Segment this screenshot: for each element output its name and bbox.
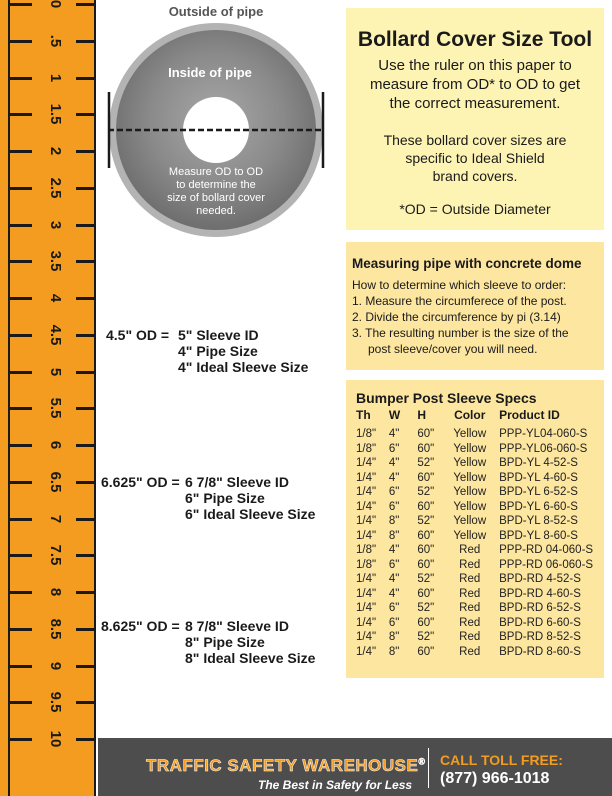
ruler-tick <box>76 113 94 116</box>
ruler-tick <box>10 518 32 521</box>
dome-title: Measuring pipe with concrete dome <box>352 256 582 271</box>
ruler-tick <box>76 77 94 80</box>
table-cell: 60" <box>417 558 435 571</box>
table-cell: 1/4" <box>356 587 377 600</box>
table-row <box>356 572 604 587</box>
ruler-label: 4.5 <box>47 324 64 346</box>
ruler-edge-line <box>8 0 10 796</box>
table-cell: Yellow <box>453 471 487 484</box>
table-cell: 60" <box>417 645 435 658</box>
table-cell: 1/4" <box>356 529 377 542</box>
ruler-tick <box>76 3 94 6</box>
table-cell: 4" <box>388 457 400 469</box>
call-toll-free-label: CALL TOLL FREE: <box>440 752 563 768</box>
ruler-tick <box>10 77 32 80</box>
table-row <box>356 616 604 631</box>
instruction-line: the correct measurement. <box>389 95 561 112</box>
ruler-label: 3.5 <box>47 250 64 272</box>
table-row <box>356 485 604 500</box>
table-cell: 4" <box>388 428 400 440</box>
measure-note-line-2: to determine the <box>176 179 256 191</box>
od-value: 6.625" OD = <box>101 474 180 490</box>
table-cell: 8" <box>388 515 400 527</box>
table-cell: 8" <box>388 529 400 542</box>
table-cell: 6" <box>388 616 400 629</box>
ruler-label: 7 <box>47 514 64 523</box>
table-cell: 6" <box>388 442 400 455</box>
outside-of-pipe-label: Outside of pipe <box>168 4 264 19</box>
ruler-tick <box>76 738 94 741</box>
table-cell: Red <box>459 544 481 556</box>
table-row <box>356 471 604 486</box>
ruler-tick <box>76 628 94 631</box>
pipe-diagram <box>96 0 336 240</box>
od-value: 4.5" OD = <box>106 327 170 343</box>
specs-header-row <box>356 407 604 427</box>
brand-name: TRAFFIC SAFETY WAREHOUSE <box>146 756 419 775</box>
ruler-tick <box>76 665 94 668</box>
pipe-cross-section <box>96 0 336 240</box>
ruler-tick <box>10 665 32 668</box>
table-cell: 6" <box>388 558 400 571</box>
ruler-tick <box>10 444 32 447</box>
ruler-tick <box>10 701 32 704</box>
ideal-sleeve-size: 4" Ideal Sleeve Size <box>178 359 309 375</box>
header-product-id: Product ID <box>499 408 560 422</box>
ruler-tick <box>10 554 32 557</box>
od-value: 8.625" OD = <box>101 618 180 634</box>
table-cell: PPP-YL04-060-S <box>499 428 588 440</box>
dome-step-3-cont: post sleeve/cover you will need. <box>368 342 538 356</box>
table-cell: 60" <box>417 471 435 484</box>
ruler-label: 1.5 <box>47 103 64 125</box>
header-color: Color <box>454 408 486 422</box>
table-cell: 1/8" <box>356 428 377 440</box>
sleeve-id: 6 7/8" Sleeve ID <box>185 474 289 490</box>
pipe-size: 6" Pipe Size <box>185 490 265 506</box>
ruler-tick <box>76 481 94 484</box>
ruler-tick <box>76 40 94 43</box>
table-cell: 60" <box>417 587 435 600</box>
sleeve-id: 5" Sleeve ID <box>178 327 259 343</box>
ruler-label: 6 <box>47 440 64 450</box>
table-cell: BPD-YL 6-60-S <box>499 500 578 513</box>
table-cell: 1/4" <box>356 631 377 643</box>
footer-banner <box>98 738 612 796</box>
table-cell: PPP-RD 06-060-S <box>499 558 594 571</box>
table-cell: 1/4" <box>356 486 377 498</box>
table-cell: BPD-RD 4-52-S <box>499 573 581 585</box>
table-cell: Red <box>459 631 481 643</box>
table-cell: 1/8" <box>356 544 377 556</box>
sleeve-specs-box <box>346 380 604 678</box>
instruction-line: measure from OD* to OD to get <box>369 76 581 93</box>
table-cell: PPP-RD 04-060-S <box>499 544 594 556</box>
measure-note-line-4: needed. <box>196 205 236 217</box>
ruler-label: 0 <box>47 0 64 9</box>
ruler-tick <box>10 150 32 153</box>
table-row <box>356 529 604 544</box>
table-cell: 4" <box>388 587 400 600</box>
brand-logo[interactable] <box>146 756 426 776</box>
dome-step-3: 3. The resulting number is the size of the <box>352 326 569 340</box>
ruler-tick <box>76 407 94 410</box>
ideal-sleeve-size: 8" Ideal Sleeve Size <box>185 650 316 666</box>
table-cell: 1/4" <box>356 616 377 629</box>
table-row <box>356 601 604 616</box>
table-cell: Red <box>459 602 481 614</box>
table-cell: Red <box>459 558 481 571</box>
table-cell: Yellow <box>453 442 487 455</box>
table-cell: 1/4" <box>356 573 377 585</box>
ruler-tick <box>76 297 94 300</box>
table-cell: Yellow <box>453 428 487 440</box>
pipe-size: 8" Pipe Size <box>185 634 265 650</box>
table-cell: 1/4" <box>356 602 377 614</box>
ruler-tick <box>10 297 32 300</box>
ruler-tick <box>10 591 32 594</box>
table-cell: 1/8" <box>356 442 377 455</box>
table-row <box>356 630 604 645</box>
header-width: W <box>388 408 401 422</box>
ruler-label: 5.5 <box>47 397 64 419</box>
dome-intro: How to determine which sleeve to order: <box>352 278 567 292</box>
concrete-dome-box <box>346 242 604 370</box>
ruler-tick <box>10 3 32 6</box>
table-cell: 60" <box>417 529 435 542</box>
brand-note <box>346 131 604 185</box>
ruler-tick <box>10 628 32 631</box>
table-cell: 60" <box>417 544 435 556</box>
ruler-tick <box>76 224 94 227</box>
table-cell: BPD-RD 8-52-S <box>499 631 581 643</box>
table-row <box>356 514 604 529</box>
ruler-label: 9 <box>47 661 64 670</box>
table-cell: Yellow <box>453 500 487 513</box>
table-cell: 8" <box>388 631 400 643</box>
ruler-label: 8.5 <box>47 618 64 640</box>
header-thickness: Th <box>356 408 371 422</box>
table-cell: 60" <box>417 500 435 513</box>
table-cell: Yellow <box>453 486 487 498</box>
table-cell: 52" <box>417 515 435 527</box>
table-cell: 1/8" <box>356 558 377 571</box>
table-cell: 1/4" <box>356 471 377 484</box>
table-row <box>356 442 604 457</box>
table-cell: Red <box>459 616 481 629</box>
ruler-tick <box>76 444 94 447</box>
ruler-tick <box>10 224 32 227</box>
table-cell: 6" <box>388 486 400 498</box>
ruler-tick <box>10 260 32 263</box>
ruler-tick <box>76 554 94 557</box>
note-line: specific to Ideal Shield <box>405 150 545 166</box>
table-cell: 52" <box>417 457 435 469</box>
table-cell: 1/4" <box>356 515 377 527</box>
table-cell: BPD-RD 8-60-S <box>499 645 581 658</box>
ruler-label: 4 <box>47 293 64 303</box>
table-row <box>356 587 604 602</box>
registered-mark: ® <box>418 756 426 767</box>
table-row <box>356 500 604 515</box>
footer-divider <box>428 748 429 788</box>
ideal-sleeve-size: 6" Ideal Sleeve Size <box>185 506 316 522</box>
tool-info-callout <box>346 8 604 230</box>
ruler-tick <box>76 701 94 704</box>
table-cell: 8" <box>388 645 400 658</box>
table-row <box>356 427 604 442</box>
od-group-4-5 <box>106 327 308 375</box>
header-height: H <box>417 408 427 422</box>
table-cell: 1/4" <box>356 457 377 469</box>
note-line: These bollard cover sizes are <box>383 132 567 148</box>
table-cell: 52" <box>417 631 435 643</box>
ruler-label: 8 <box>47 587 64 597</box>
table-cell: BPD-YL 8-52-S <box>499 515 578 527</box>
table-row <box>356 645 604 660</box>
dome-step-2: 2. Divide the circumference by pi (3.14) <box>352 310 561 324</box>
table-cell: 60" <box>417 428 435 440</box>
tool-title: Bollard Cover Size Tool <box>357 28 593 51</box>
table-cell: Yellow <box>453 457 487 469</box>
ruler-tick <box>10 481 32 484</box>
table-cell: BPD-RD 4-60-S <box>499 587 581 600</box>
ruler-tick <box>76 187 94 190</box>
ruler-tick <box>10 371 32 374</box>
instruction-line: Use the ruler on this paper to <box>378 57 572 74</box>
ruler-tick <box>76 260 94 263</box>
table-cell: 4" <box>388 573 400 585</box>
table-cell: 4" <box>388 544 400 556</box>
od-group-8-625 <box>101 618 315 666</box>
ruler-label: 5 <box>47 367 64 376</box>
ruler-tick <box>10 187 32 190</box>
table-cell: BPD-YL 8-60-S <box>499 529 578 542</box>
ruler-tick <box>76 371 94 374</box>
sleeve-id: 8 7/8" Sleeve ID <box>185 618 289 634</box>
ruler-tick <box>10 113 32 116</box>
pipe-size: 4" Pipe Size <box>178 343 258 359</box>
table-cell: PPP-YL06-060-S <box>499 442 588 455</box>
inside-of-pipe-label: Inside of pipe <box>168 65 252 80</box>
ruler-tick <box>76 334 94 337</box>
ruler-label: 1 <box>47 73 64 82</box>
phone-number-link[interactable]: (877) 966-1018 <box>440 770 550 787</box>
specs-table <box>356 407 604 659</box>
table-cell: BPD-YL 4-60-S <box>499 471 578 484</box>
table-cell: 4" <box>388 471 400 484</box>
table-row <box>356 543 604 558</box>
ruler-tick <box>10 738 32 741</box>
table-cell: 6" <box>388 602 400 614</box>
table-row <box>356 558 604 573</box>
specs-title: Bumper Post Sleeve Specs <box>356 390 537 406</box>
table-cell: 6" <box>388 500 400 513</box>
ruler-label: 6.5 <box>47 471 64 493</box>
table-cell: BPD-RD 6-60-S <box>499 616 581 629</box>
table-cell: 52" <box>417 573 435 585</box>
ruler-tick <box>10 407 32 410</box>
ruler-tick <box>76 591 94 594</box>
table-cell: Red <box>459 645 481 658</box>
ruler-label: 10 <box>47 730 64 748</box>
ruler-tick <box>10 40 32 43</box>
table-cell: BPD-YL 4-52-S <box>499 457 578 469</box>
ruler-instructions <box>346 56 604 113</box>
ruler-label: 2.5 <box>47 177 64 199</box>
table-cell: Yellow <box>453 529 487 542</box>
table-cell: 1/4" <box>356 645 377 658</box>
ruler-tick <box>76 150 94 153</box>
table-cell: 60" <box>417 616 435 629</box>
ruler-tick <box>76 518 94 521</box>
table-cell: 60" <box>417 442 435 455</box>
measure-note-line-1: Measure OD to OD <box>168 166 264 178</box>
table-row <box>356 456 604 471</box>
measure-note-line-3: size of bollard cover <box>167 192 265 204</box>
table-cell: Red <box>459 573 481 585</box>
ruler-label: .5 <box>47 34 64 47</box>
brand-tagline: The Best in Safety for Less <box>258 778 413 792</box>
ruler-tick <box>10 334 32 337</box>
note-line: brand covers. <box>432 168 518 184</box>
table-cell: 52" <box>417 602 435 614</box>
od-definition: *OD = Outside Diameter <box>399 201 551 217</box>
ruler-label: 7.5 <box>47 544 64 566</box>
ruler <box>0 0 96 796</box>
ruler-label: 3 <box>47 220 64 229</box>
table-cell: 1/4" <box>356 500 377 513</box>
dome-step-1: 1. Measure the circumferece of the post. <box>352 294 567 308</box>
table-cell: Yellow <box>453 515 487 527</box>
ruler-label: 2 <box>47 146 64 156</box>
table-cell: BPD-YL 6-52-S <box>499 486 578 498</box>
table-cell: Red <box>459 587 481 600</box>
od-group-6-625 <box>101 474 315 522</box>
table-cell: BPD-RD 6-52-S <box>499 602 581 614</box>
ruler-label: 9.5 <box>47 691 64 713</box>
table-cell: 52" <box>417 486 435 498</box>
